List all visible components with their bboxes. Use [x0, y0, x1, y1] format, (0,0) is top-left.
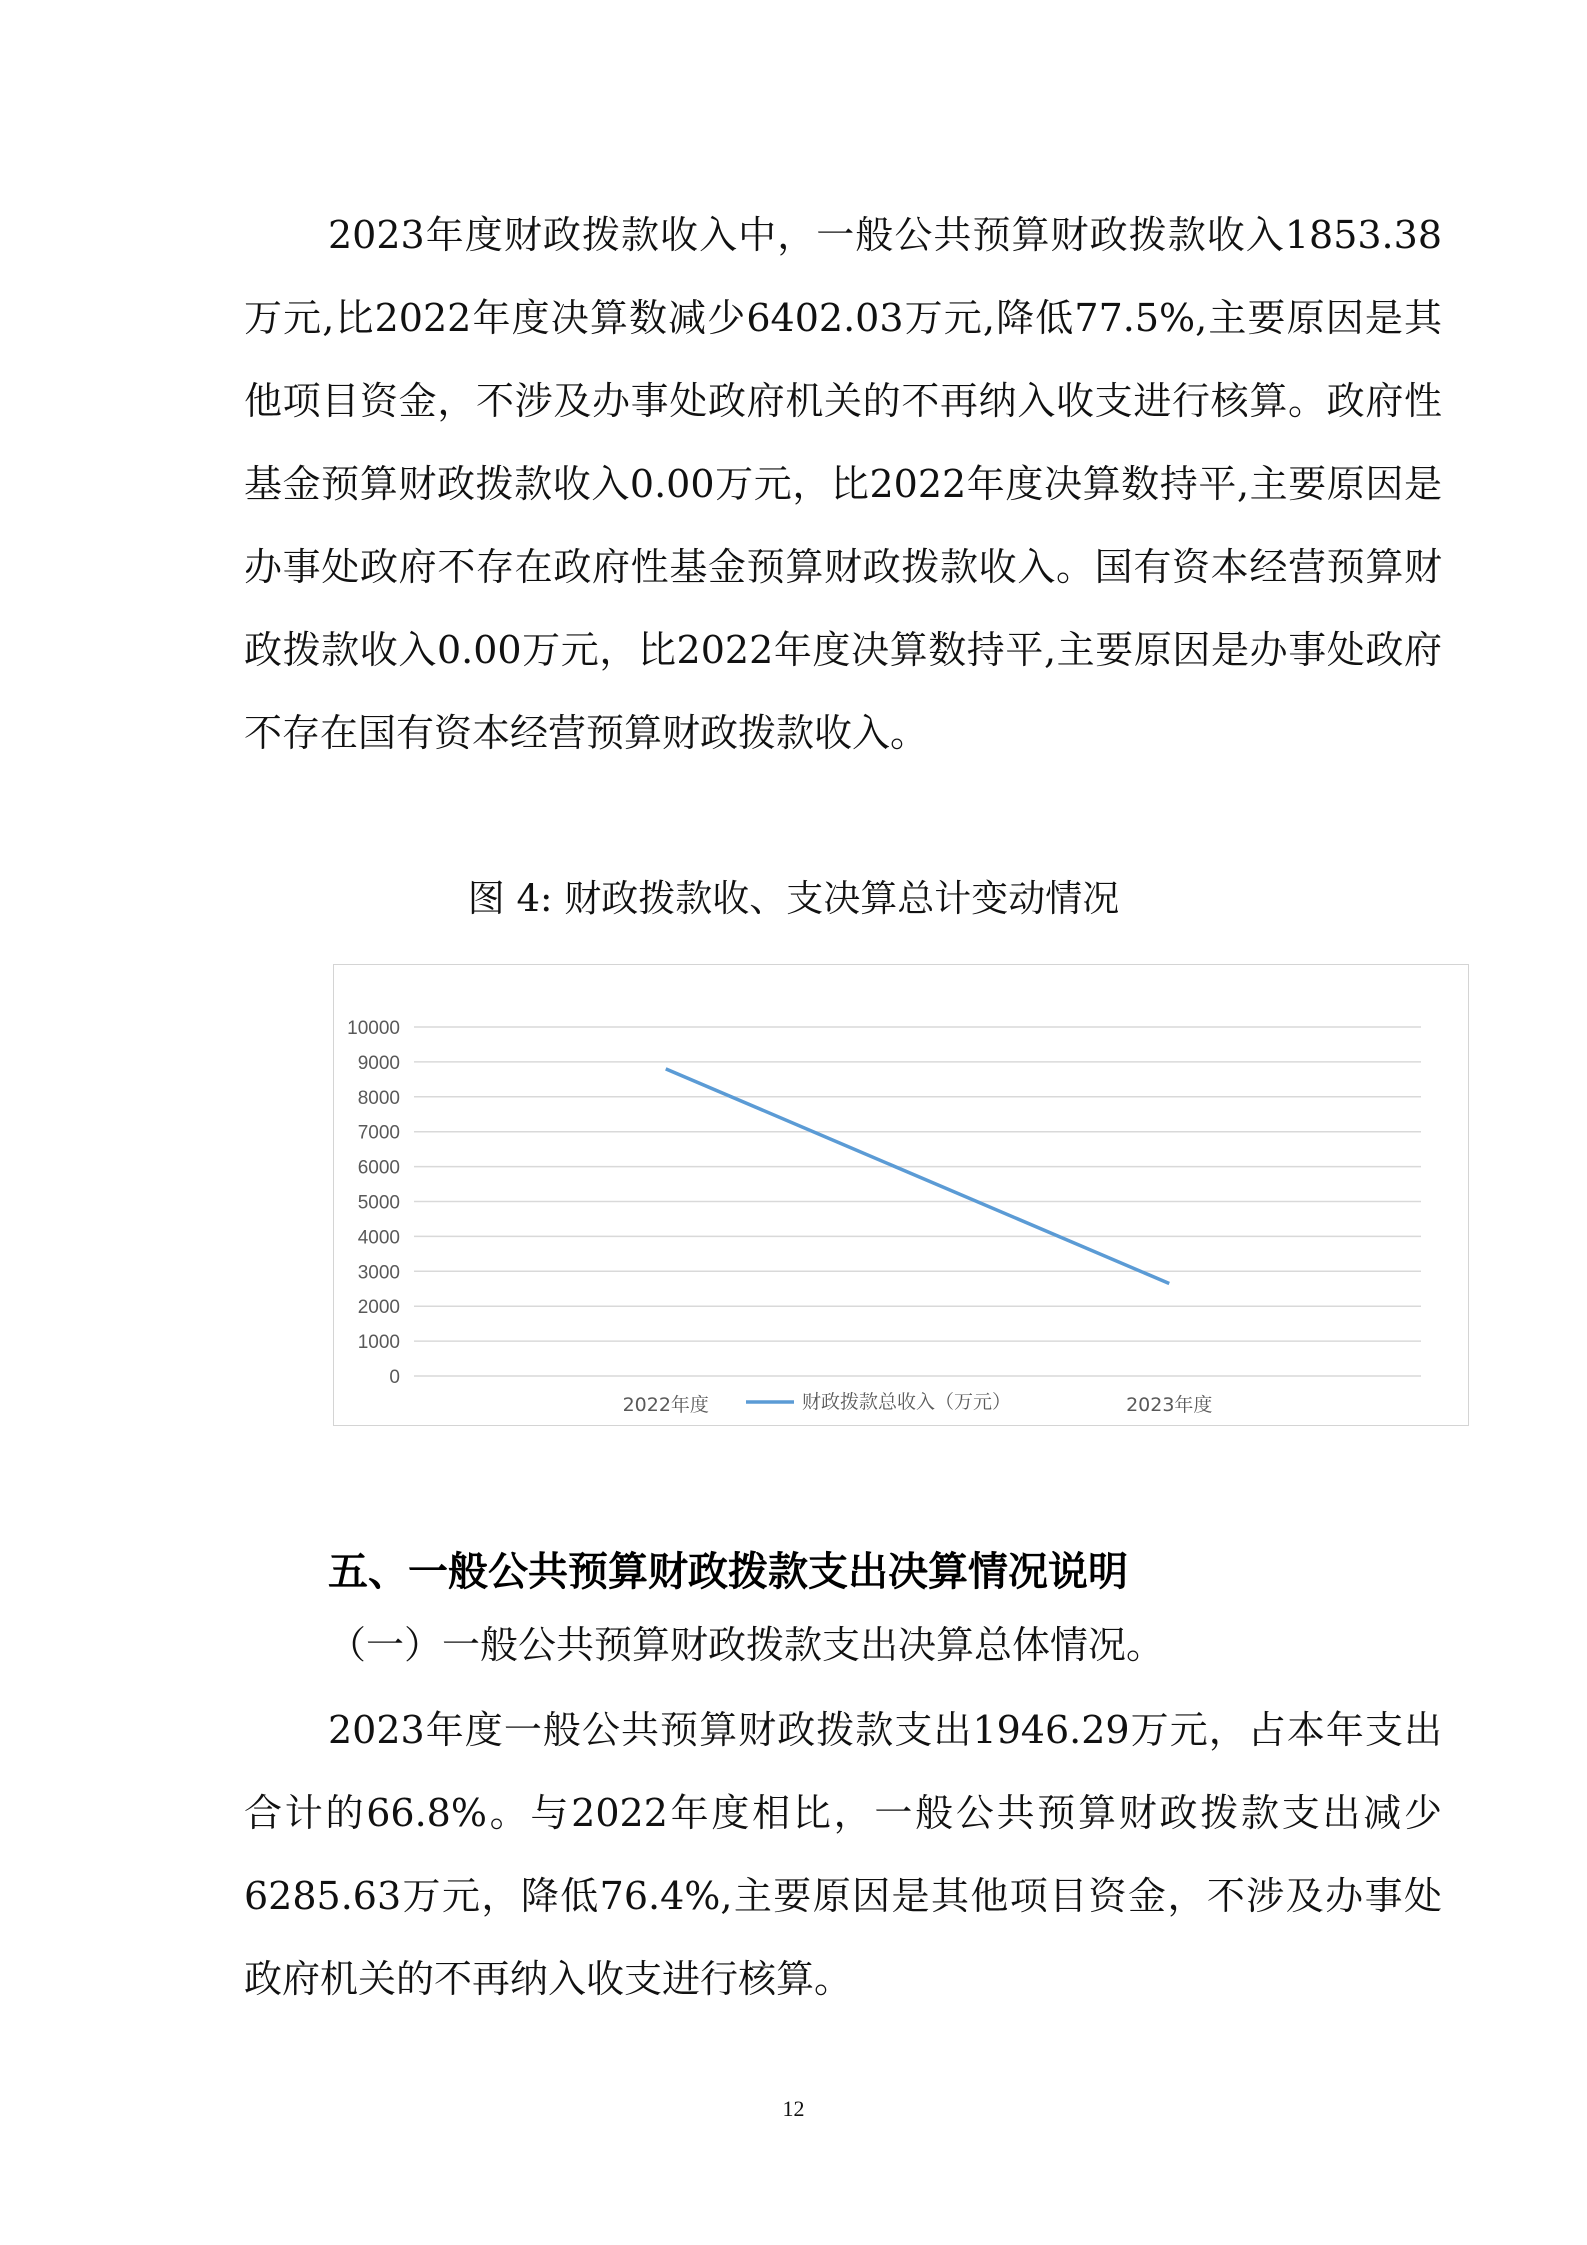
y-tick-label: 3000 — [357, 1262, 400, 1284]
series-line — [666, 1069, 1170, 1284]
paragraph-expenditure: 2023年度一般公共预算财政拨款支出1946.29万元，占本年支出合计的66.8%。与2022年度相比，一般公共预算财政拨款支出减少6285.63万元，降低76.4%,主要原因是其他项目资金，不涉及办事处政府机关的不再纳入收支进行核算。 — [244, 1708, 1442, 2001]
y-tick-label: 0 — [389, 1367, 400, 1388]
y-tick-label: 6000 — [357, 1157, 400, 1179]
y-tick-label: 4000 — [357, 1227, 400, 1249]
y-tick-label: 7000 — [357, 1122, 400, 1144]
y-tick-label: 10000 — [347, 1018, 400, 1039]
y-tick-label: 2000 — [357, 1297, 400, 1319]
x-tick-label: 2023年度 — [1126, 1394, 1213, 1416]
y-tick-label: 8000 — [357, 1087, 400, 1109]
legend-label: 财政拨款总收入（万元） — [802, 1391, 1012, 1413]
chart-canvas — [334, 965, 1468, 1425]
figure-caption: 图 4: 财政拨款收、支决算总计变动情况 — [467, 877, 1120, 920]
y-tick-label: 5000 — [357, 1192, 400, 1214]
subsection-heading: （一）一般公共预算财政拨款支出决算总体情况。 — [328, 1623, 1165, 1667]
paragraph-revenue: 2023年度财政拨款收入中，一般公共预算财政拨款收入1853.38万元,比2022年度决算数减少6402.03万元,降低77.5%,主要原因是其他项目资金，不涉及办事处政府机关的不再纳入收支进行核算。政府性基金预算财政拨款收入0.00万元，比2022年度决算数持平,主要原因是办事处政府不存在政府性基金预算财政拨款收入。国有资本经营预算财政拨款收入0.00万元，比2022年度决算数持平,主要原因是办事处政府不存在国有资本经营预算财政拨款收入。 — [244, 213, 1442, 755]
x-tick-label: 2022年度 — [622, 1394, 709, 1416]
line-chart — [333, 964, 1469, 1426]
page-number: 12 — [782, 2096, 805, 2121]
section-heading: 五、一般公共预算财政拨款支出决算情况说明 — [328, 1549, 1128, 1595]
y-tick-label: 1000 — [357, 1332, 400, 1354]
y-tick-label: 9000 — [357, 1052, 400, 1074]
